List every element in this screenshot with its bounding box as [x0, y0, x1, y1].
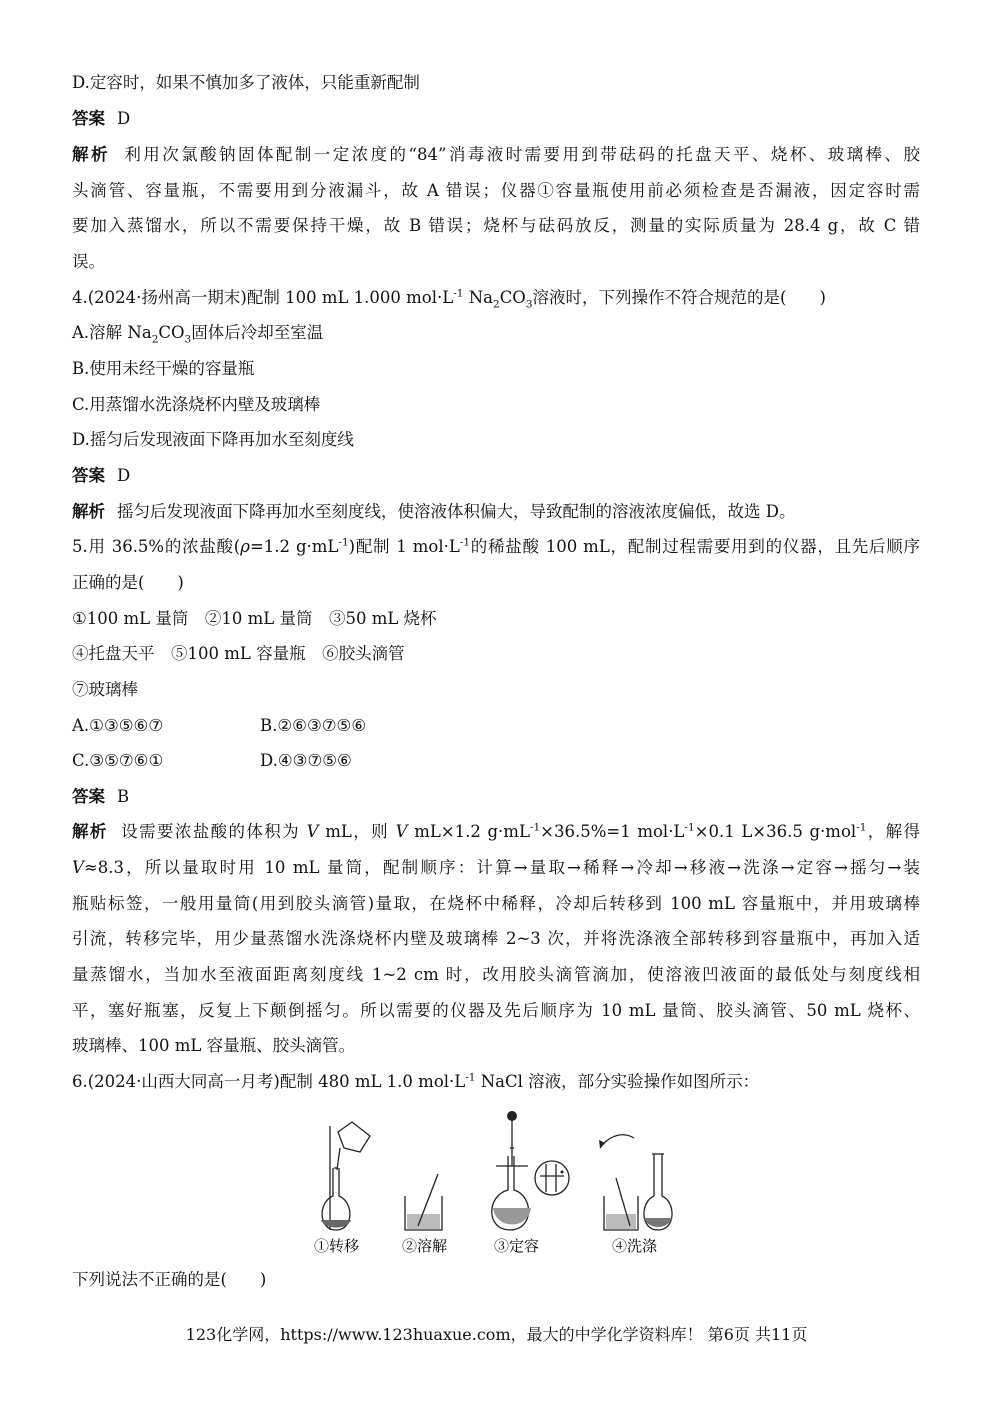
figure-caption-3: ③定容 [494, 1239, 540, 1255]
variable-v: V [395, 822, 408, 841]
q3-explanation-line-3: 要加入蒸馏水，所以不需要保持干燥，故 B 错误；烧杯与砝码放反，测量的实际质量为 28.4 g，故 C 错 [72, 216, 920, 235]
superscript: -1 [465, 1071, 476, 1084]
explanation-label: 解析 [72, 145, 110, 164]
q4-stem-part: CO [499, 288, 526, 307]
explanation-label: 解析 [72, 502, 105, 521]
q4-option-c: C.用蒸馏水洗涤烧杯内壁及玻璃棒 [72, 395, 321, 414]
q4-stem-part: 溶液时，下列操作不符合规范的是( ) [532, 288, 826, 307]
figure-caption-4: ④洗涤 [612, 1239, 658, 1255]
option-text: CO [158, 323, 185, 342]
explanation-text: ，解得 [866, 822, 921, 841]
q5-option-d: D.④③⑦⑤⑥ [260, 751, 352, 770]
q5-stem-part: =1.2 g·mL [249, 537, 339, 556]
variable-v: V [306, 822, 319, 841]
q5-answer [72, 787, 129, 807]
page-footer: 123化学网，https://www.123huaxue.com，最大的中学化学资料库！ 第6页 共11页 [185, 1325, 808, 1344]
figure-caption-1: ①转移 [314, 1239, 360, 1255]
q4-option-b: B.使用未经干燥的容量瓶 [72, 359, 255, 378]
q5-explanation-line-3: 瓶贴标签，一般用量筒(用到胶头滴管)量取，在烧杯中稀释，冷却后转移到 100 mL 容量瓶中，并用玻璃棒 [72, 894, 920, 913]
superscript: -1 [684, 821, 695, 834]
q6-stem-part: 6.(2024·山西大同高一月考)配制 480 mL 1.0 mol·L [72, 1072, 466, 1091]
subscript: 3 [525, 298, 533, 311]
q5-explanation-line-5: 量蒸馏水，当加水至液面距离刻度线 1~2 cm 时，改用胶头滴管滴加，使溶液凹液面的最低处与刻度线相 [72, 965, 920, 984]
experiment-figure [300, 1108, 690, 1258]
subscript: 3 [184, 333, 192, 346]
subscript: 2 [493, 298, 500, 311]
explanation-text: ≈8.3，所以量取时用 10 mL 量筒，配制顺序：计算→量取→稀释→冷却→移液→洗涤→定容→摇匀→装 [83, 858, 920, 877]
q5-stem-part: 5.用 36.5%的浓盐酸( [72, 537, 241, 556]
q4-option-d: D.摇匀后发现液面下降再加水至刻度线 [72, 430, 354, 449]
wash-apparatus [599, 1135, 672, 1230]
q5-option-b: B.②⑥③⑦⑤⑥ [260, 716, 367, 735]
option-text: A.溶解 Na [72, 323, 152, 342]
q5-explanation-line-1 [72, 822, 920, 842]
explanation-text: ×36.5%=1 mol·L [540, 822, 685, 841]
q5-stem-part: 的稀盐酸 100 mL，配制过程需要用到的仪器，且先后顺序 [470, 537, 921, 556]
explanation-text: 利用次氯酸钠固体配制一定浓度的“84”消毒液时需要用到带砝码的托盘天平、烧杯、玻璃棒、胶 [121, 145, 920, 164]
q6-stem [72, 1072, 759, 1092]
q3-explanation-line-4: 误。 [72, 252, 105, 271]
q3-answer [72, 109, 130, 129]
transfer-apparatus [321, 1122, 370, 1230]
dissolve-apparatus [405, 1174, 442, 1230]
q5-explanation-line-6: 平，塞好瓶塞，反复上下颠倒摇匀。所以需要的仪器及先后顺序为 10 mL 量筒、胶头滴管、50 mL 烧杯、 [72, 1001, 920, 1020]
answer-label: 答案 [72, 787, 105, 806]
set-volume-apparatus [492, 1111, 569, 1230]
q5-explanation-line-4: 引流，转移完毕，用少量蒸馏水洗涤烧杯内壁及玻璃棒 2~3 次，并将洗涤液全部转移到容量瓶中，再加入适 [72, 929, 920, 948]
q5-stem-part: )配制 1 mol·L [348, 537, 460, 556]
explanation-text: 摇匀后发现液面下降再加水至刻度线，使溶液体积偏大，导致配制的溶液浓度偏低，故选 D。 [117, 502, 796, 521]
explanation-text: mL，则 [325, 822, 389, 841]
answer-label: 答案 [72, 109, 105, 128]
superscript: -1 [453, 287, 464, 300]
answer-value: D [117, 466, 131, 485]
q5-option-a: A.①③⑤⑥⑦ [72, 716, 164, 735]
q5-explanation-line-2 [72, 858, 920, 878]
variable-v: V [72, 858, 84, 877]
q4-stem-part: 4.(2024·扬州高一期末)配制 100 mL 1.000 mol·L [72, 288, 454, 307]
figure-caption-2: ②溶解 [402, 1239, 448, 1255]
q5-items-1: ①100 mL 量筒 ②10 mL 量筒 ③50 mL 烧杯 [72, 609, 437, 628]
q5-stem-line-2: 正确的是( ) [72, 573, 184, 592]
explanation-text: ×0.1 L×36.5 g·mol [694, 822, 857, 841]
subscript: 2 [151, 333, 159, 346]
superscript: -1 [856, 821, 867, 834]
explanation-text: 设需要浓盐酸的体积为 [119, 822, 301, 841]
q6-question: 下列说法不正确的是( ) [72, 1270, 267, 1289]
q4-stem [72, 287, 826, 311]
q5-items-3: ⑦玻璃棒 [72, 680, 138, 699]
rho-symbol: ρ [240, 537, 250, 556]
q5-items-2: ④托盘天平 ⑤100 mL 容量瓶 ⑥胶头滴管 [72, 644, 405, 663]
q3-explanation-line-2: 头滴管、容量瓶，不需要用到分液漏斗，故 A 错误；仪器①容量瓶使用前必须检查是否漏液，因定容时需 [72, 181, 920, 200]
q3-option-d: D.定容时，如果不慎加多了液体，只能重新配制 [72, 73, 420, 92]
superscript: -1 [529, 821, 541, 834]
q5-options-ab [72, 716, 366, 736]
explanation-text: mL×1.2 g·mL [414, 822, 530, 841]
q4-answer [72, 466, 130, 486]
superscript: -1 [338, 536, 349, 549]
explanation-label: 解析 [72, 822, 108, 841]
q5-stem-line-1 [72, 537, 920, 557]
answer-value: D [117, 109, 131, 128]
q4-option-a [72, 323, 324, 346]
answer-label: 答案 [72, 466, 105, 485]
q5-explanation-line-7: 玻璃棒、100 mL 容量瓶、胶头滴管。 [72, 1036, 356, 1055]
q4-stem-part: Na [463, 288, 493, 307]
q3-explanation-line-1 [72, 145, 920, 165]
superscript: -1 [459, 536, 471, 549]
q4-explanation [72, 502, 795, 522]
answer-value: B [117, 787, 130, 806]
q6-stem-part: NaCl 溶液，部分实验操作如图所示： [475, 1072, 760, 1091]
q5-option-c: C.③⑤⑦⑥① [72, 751, 164, 770]
option-text: 固体后冷却至室温 [191, 323, 324, 342]
q5-options-cd [72, 751, 352, 771]
